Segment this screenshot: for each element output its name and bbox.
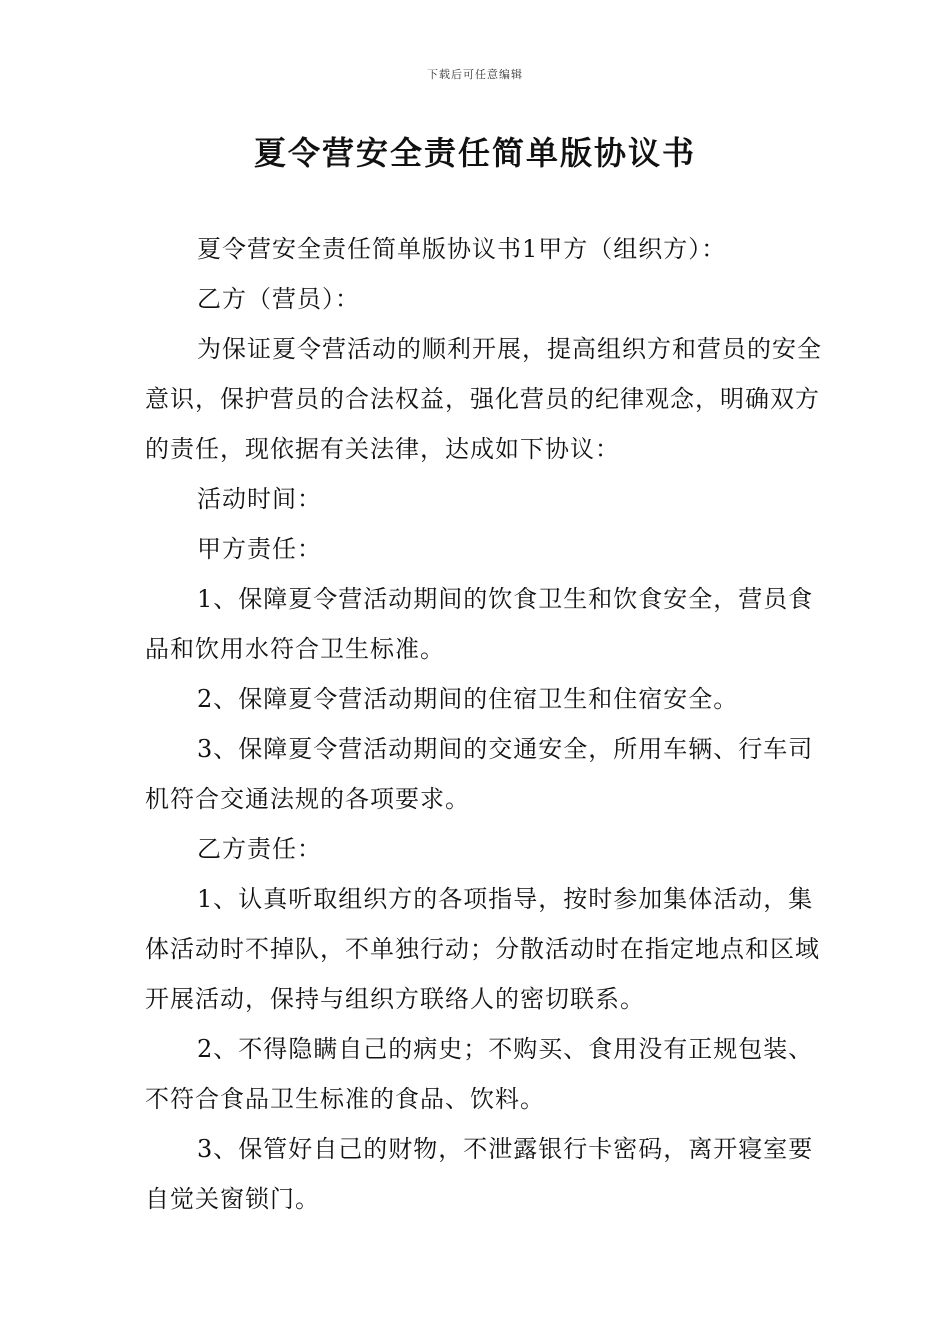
document-title: 夏令营安全责任简单版协议书: [253, 134, 696, 172]
document-body: [145, 224, 825, 1224]
paragraph-party-b-item-3: 3、保管好自己的财物，不泄露银行卡密码，离开寝室要自觉关窗锁门。: [145, 1135, 814, 1213]
header-note: 下载后可任意编辑: [427, 68, 523, 81]
paragraph-party-b-item-1: 1、认真听取组织方的各项指导，按时参加集体活动，集体活动时不掉队，不单独行动；分散活动时在指定地点和区域开展活动，保持与组织方联络人的密切联系。: [145, 885, 820, 1013]
paragraph-party-a-item-2: 2、保障夏令营活动期间的住宿卫生和住宿安全。: [197, 685, 739, 713]
paragraph-preamble: 为保证夏令营活动的顺利开展，提高组织方和营员的安全意识，保护营员的合法权益，强化营员的纪律观念，明确双方的责任，现依据有关法律，达成如下协议：: [145, 335, 822, 463]
paragraph-party-a-heading: 甲方责任：: [197, 535, 322, 563]
paragraph-party-b-heading: 乙方责任：: [197, 835, 322, 863]
paragraph-party-a: 夏令营安全责任简单版协议书1甲方（组织方）：: [197, 235, 727, 263]
paragraph-party-b-item-2: 2、不得隐瞒自己的病史；不购买、食用没有正规包装、不符合食品卫生标准的食品、饮料。: [145, 1035, 814, 1113]
paragraph-party-a-item-1: 1、保障夏令营活动期间的饮食卫生和饮食安全，营员食品和饮用水符合卫生标准。: [145, 585, 814, 663]
paragraph-party-a-item-3: 3、保障夏令营活动期间的交通安全，所用车辆、行车司机符合交通法规的各项要求。: [145, 735, 814, 813]
paragraph-activity-time: 活动时间：: [197, 485, 322, 513]
paragraph-party-b: 乙方（营员）：: [197, 285, 360, 313]
